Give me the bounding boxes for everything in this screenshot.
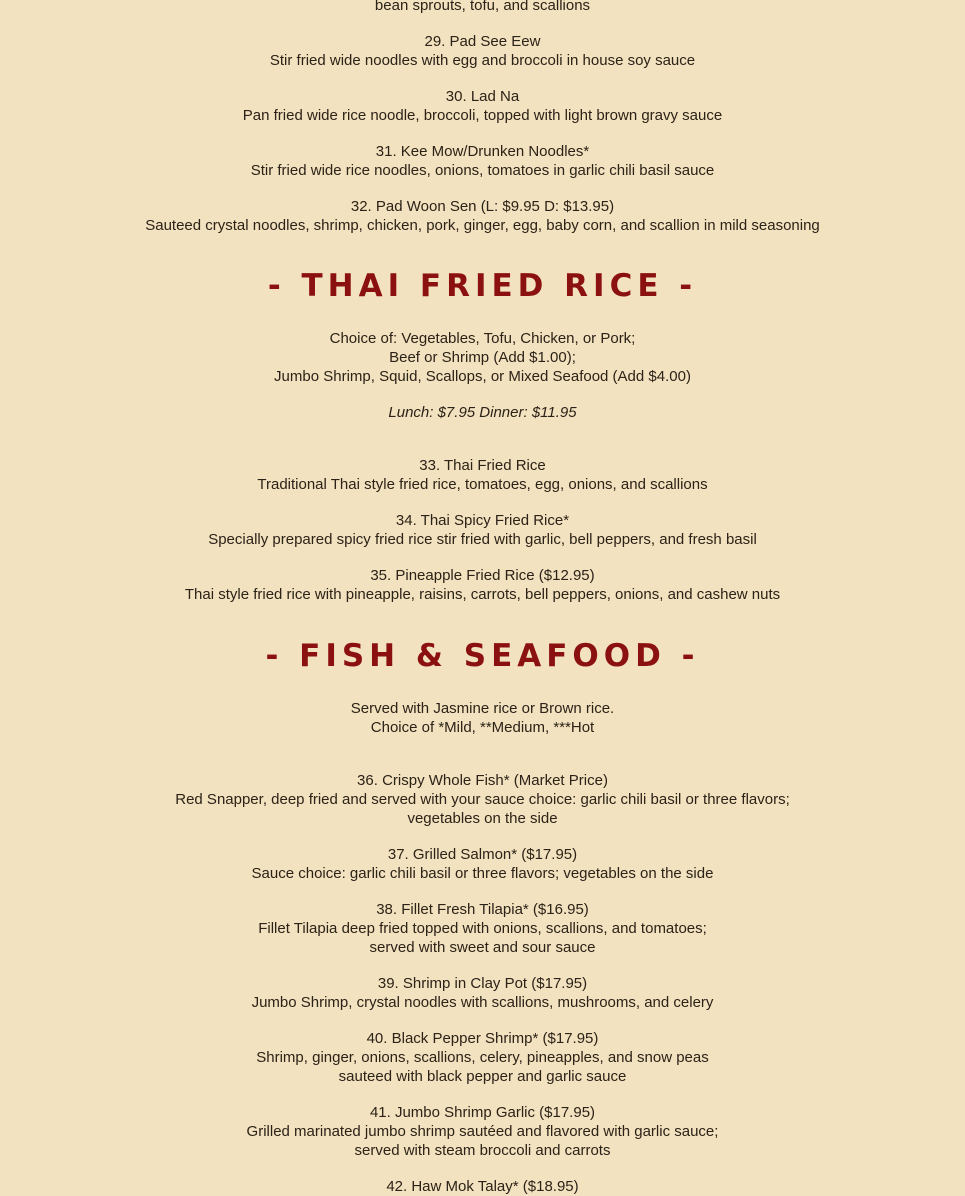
menu-item-name: 31. Kee Mow/Drunken Noodles* xyxy=(375,143,590,160)
menu-item-desc: vegetables on the side xyxy=(407,810,558,827)
menu-item xyxy=(0,566,965,604)
intro-line: Choice of: Vegetables, Tofu, Chicken, or Pork; xyxy=(329,330,636,347)
fish-intro xyxy=(0,699,965,737)
menu-item xyxy=(0,1103,965,1160)
menu-item-desc: Grilled marinated jumbo shrimp sautéed and flavored with garlic sauce; xyxy=(246,1123,719,1140)
section-heading-fish-seafood: - FISH & SEAFOOD - xyxy=(265,638,700,674)
fried-rice-intro xyxy=(0,329,965,386)
menu-item-desc: Shrimp, ginger, onions, scallions, celery, pineapples, and snow peas xyxy=(256,1049,709,1066)
menu-item-desc: Specially prepared spicy fried rice stir fried with garlic, bell peppers, and fresh basil xyxy=(208,531,757,548)
menu-item xyxy=(0,142,965,180)
menu-item-name: 34. Thai Spicy Fried Rice* xyxy=(395,512,570,529)
menu-item xyxy=(0,900,965,957)
menu-item xyxy=(0,974,965,1012)
menu-item-name: 41. Jumbo Shrimp Garlic ($17.95) xyxy=(369,1104,596,1121)
menu-item-name: 35. Pineapple Fried Rice ($12.95) xyxy=(370,567,595,584)
menu-item xyxy=(0,1177,965,1196)
menu-item-desc: Sauteed crystal noodles, shrimp, chicken, pork, ginger, egg, baby corn, and scallion in mild seasoning xyxy=(145,217,820,234)
menu-item xyxy=(0,87,965,125)
menu-item-name: 30. Lad Na xyxy=(445,88,520,105)
noodle-top-desc: bean sprouts, tofu, and scallions xyxy=(374,0,591,14)
menu-item-desc: Fillet Tilapia deep fried topped with onions, scallions, and tomatoes; xyxy=(258,920,707,937)
noodles-section xyxy=(0,0,965,235)
menu-item-name: 29. Pad See Eew xyxy=(424,33,541,50)
menu-item-name: 42. Haw Mok Talay* ($18.95) xyxy=(386,1178,579,1195)
intro-line: Served with Jasmine rice or Brown rice. xyxy=(350,700,615,717)
menu-item-name: 33. Thai Fried Rice xyxy=(419,457,546,474)
menu-item-desc: Pan fried wide rice noodle, broccoli, topped with light brown gravy sauce xyxy=(242,107,723,124)
menu-item xyxy=(0,197,965,235)
menu-item-desc: Sauce choice: garlic chili basil or three flavors; vegetables on the side xyxy=(251,865,714,882)
menu-item-desc: Traditional Thai style fried rice, tomatoes, egg, onions, and scallions xyxy=(257,476,708,493)
menu-item-desc: Stir fried wide rice noodles, onions, tomatoes in garlic chili basil sauce xyxy=(250,162,715,179)
menu-item-desc: sauteed with black pepper and garlic sauce xyxy=(338,1068,627,1085)
section-heading-fried-rice: - THAI FRIED RICE - xyxy=(267,268,698,304)
menu-item-desc: served with sweet and sour sauce xyxy=(369,939,596,956)
menu-item-name: 39. Shrimp in Clay Pot ($17.95) xyxy=(377,975,588,992)
menu-item xyxy=(0,1029,965,1086)
menu-item-desc: Stir fried wide noodles with egg and broccoli in house soy sauce xyxy=(269,52,696,69)
menu-item-desc: Red Snapper, deep fried and served with your sauce choice: garlic chili basil or three flavors; xyxy=(175,791,790,808)
intro-line: Choice of *Mild, **Medium, ***Hot xyxy=(370,719,595,736)
intro-line: Beef or Shrimp (Add $1.00); xyxy=(389,349,576,366)
fish-items xyxy=(0,771,965,1196)
menu-item-name: 38. Fillet Fresh Tilapia* ($16.95) xyxy=(376,901,589,918)
intro-line: Jumbo Shrimp, Squid, Scallops, or Mixed Seafood (Add $4.00) xyxy=(274,368,691,385)
fried-rice-price: Lunch: $7.95 Dinner: $11.95 xyxy=(388,404,577,421)
menu-item-name: 36. Crispy Whole Fish* (Market Price) xyxy=(357,772,608,789)
menu-item xyxy=(0,456,965,494)
menu-item-desc: Thai style fried rice with pineapple, raisins, carrots, bell peppers, onions, and cashew nuts xyxy=(184,586,781,603)
menu-item-desc: served with steam broccoli and carrots xyxy=(354,1142,611,1159)
fried-rice-items xyxy=(0,456,965,604)
menu-item-desc: Jumbo Shrimp, crystal noodles with scallions, mushrooms, and celery xyxy=(251,994,714,1011)
menu-item xyxy=(0,771,965,828)
menu-item xyxy=(0,32,965,70)
menu-item-name: 32. Pad Woon Sen (L: $9.95 D: $13.95) xyxy=(350,198,615,215)
menu-item xyxy=(0,845,965,883)
menu-item xyxy=(0,511,965,549)
menu-item-name: 37. Grilled Salmon* ($17.95) xyxy=(387,846,578,863)
menu-item-name: 40. Black Pepper Shrimp* ($17.95) xyxy=(366,1030,599,1047)
